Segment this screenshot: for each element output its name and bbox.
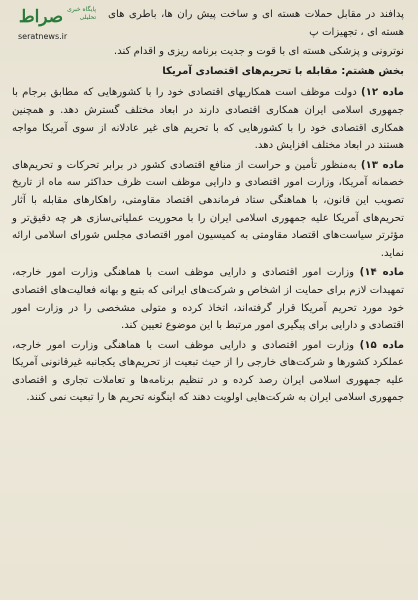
article-13 [12,157,404,263]
article-text: وزارت امور اقتصادی و دارایی موظف است با هماهنگی وزارت امور خارجه، تمهیدات لازم برای حمایت از اشخاص و شرکت‌های ایرانی که بتبع و بهانه فعالیت‌های اقتصادی خود مورد تحریم آمریکا قرار گرفته‌اند، اتخاذ کرده و متولی مشخصی را در وزارت امور اقتصادی و دارایی برای پیگیری امور مرتبط با این موضوع تعیین کند. [12,267,404,332]
article-14 [12,264,404,334]
article-text: دولت موظف است همکاریهای اقتصادی خود را با کشورهایی که مطابق برجام با جمهوری اسلامی ایران همکاری اقتصادی دارند در ابعاد مختلف گسترش دهد. و همچنین همکاری اقتصادی خود را با کشورهایی که با تحریم های غیر عادلانه از سوی آمریکا مواجه هستند در ابعاد مختلف افزایش دهد. [12,87,404,152]
watermark-logo: صراط [18,7,64,27]
article-12 [12,84,404,154]
section-heading: بخش هشتم: مقابله با تحریم‌های اقتصادی آمریکا [162,65,404,77]
article-text: وزارت امور اقتصادی و دارایی موظف است با هماهنگی وزارت امور خارجه، عملکرد کشورها و شرکت‌های خارجی را از حیث تبعیت از تحریم‌های یکجانبه غیرقانونی آمریکا علیه جمهوری اسلامی ایران رصد کرده و در تنظیم برنامه‌ها و تعاملات تجاری و اقتصادی جمهوری اسلامی ایران به شرکت‌هایی اولویت دهند که اینگونه تحریم ها را تبعیت نمی کنند. [12,339,404,404]
article-label: ماده ۱۴) [359,267,404,279]
document-body [12,6,404,409]
watermark-url: seratnews.ir [18,32,68,41]
watermark-tagline: پایگاه خبری تحلیلی [67,6,96,21]
intro-line-2: نوترونی و پزشکی هسته ای با قوت و جدیت برنامه ریزی و اقدام کند. [113,46,404,58]
article-text: به‌منظور تأمین و حراست از منافع اقتصادی کشور در برابر تحرکات و تحریم‌های خصمانه آمریکا، وزارت امور اقتصادی و دارایی موظف است ظرف حداکثر سه ماه از تاریخ تصویب این قانون، با هماهنگی ستاد فرماندهی اقتصاد مقاومتی، راهکارهای مقابله با آثار تحریم‌های آمریکا علیه جمهوری اسلامی ایران را با محوریت عملیاتی‌سازی هر چه دقیق‌تر و مؤثرتر سیاست‌های اقتصاد مقاومتی به کمیسیون امور اقتصادی مجلس شورای اسلامی ارائه نماید. [12,159,404,259]
article-15 [12,337,404,407]
article-label: ماده ۱۲) [361,87,404,99]
article-label: ماده ۱۵) [359,339,404,351]
article-label: ماده ۱۳) [360,159,404,171]
intro-line-1: پدافند در مقابل حملات هسته ای و ساخت پیش ران ها، باطری های هسته ای ، تجهیزات پ [108,9,404,38]
